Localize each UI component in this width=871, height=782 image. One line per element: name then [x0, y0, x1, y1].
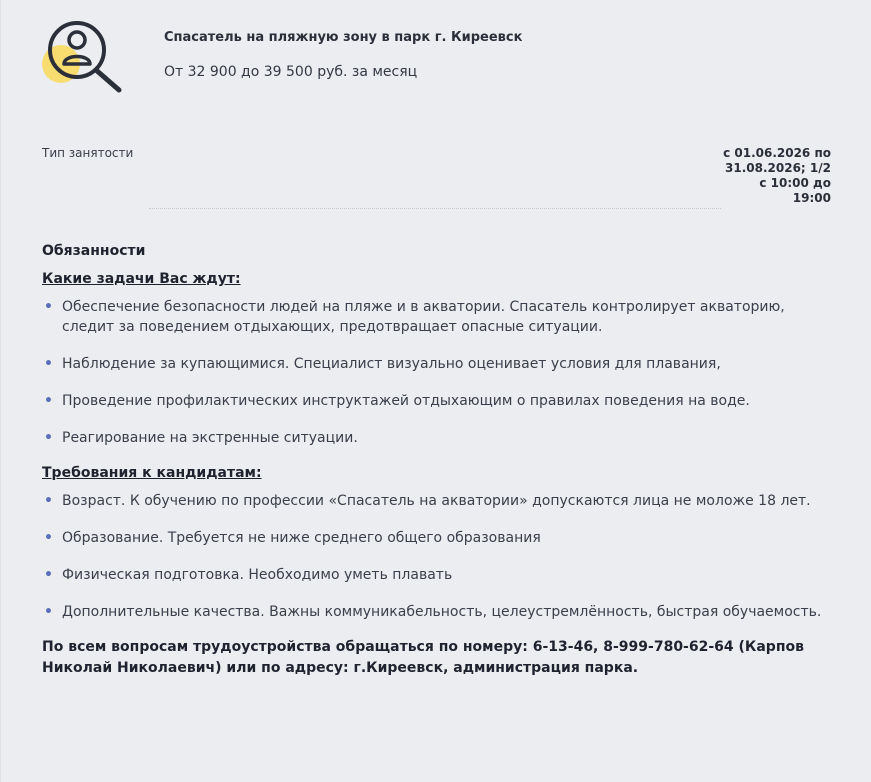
list-item-text: Проведение профилактических инструктажей отдыхающим о правилах поведения на воде. — [62, 393, 750, 409]
list-item-text: Возраст. К обучению по профессии «Спасатель на акватории» допускаются лица не моложе 18 лет. — [62, 493, 811, 509]
list-item — [42, 565, 832, 585]
duties-section — [42, 243, 832, 679]
list-item-text: Физическая подготовка. Необходимо уметь плавать — [62, 567, 453, 583]
employment-type-label: Тип занятости — [42, 146, 134, 160]
bullet-icon: • — [44, 356, 53, 372]
list-item-text: Реагирование на экстренные ситуации. — [62, 430, 358, 446]
list-item-text: Образование. Требуется не ниже среднего общего образования — [62, 530, 541, 546]
bullet-icon: • — [44, 493, 53, 509]
search-user-icon — [39, 14, 125, 94]
list-item — [42, 602, 832, 622]
contact-info: По всем вопросам трудоустройства обращаться по номеру: 6-13-46, 8-999-780-62-64 (Карпов Николай Николаевич) или по адресу: г.Киреевск, администрация парка. — [42, 639, 804, 676]
list-item — [42, 391, 832, 411]
requirements-heading: Требования к кандидатам: — [42, 465, 262, 481]
duties-heading: Обязанности — [42, 243, 146, 259]
bullet-icon: • — [44, 567, 53, 583]
list-item-text: Наблюдение за купающимися. Специалист визуально оценивает условия для плавания, — [62, 356, 721, 372]
employment-type-value — [701, 146, 831, 206]
bullet-icon: • — [44, 530, 53, 546]
vacancy-salary: От 32 900 до 39 500 руб. за месяц — [164, 64, 418, 80]
employment-value-line: 31.08.2026; 1/2 — [725, 161, 831, 175]
bullet-icon: • — [44, 604, 53, 620]
tasks-heading: Какие задачи Вас ждут: — [42, 271, 241, 287]
list-item — [42, 528, 832, 548]
employment-value-line: с 01.06.2026 по — [723, 146, 831, 160]
bullet-icon: • — [44, 393, 53, 409]
list-item — [42, 354, 832, 374]
bullet-icon: • — [44, 299, 53, 315]
list-item — [42, 428, 832, 448]
list-item-text: Дополнительные качества. Важны коммуникабельность, целеустремлённость, быстрая обучаемость. — [62, 604, 822, 620]
bullet-icon: • — [44, 430, 53, 446]
employment-value-line: с 10:00 до — [759, 176, 831, 190]
vacancy-title: Спасатель на пляжную зону в парк г. Киреевск — [164, 30, 523, 45]
list-item — [42, 297, 832, 337]
requirements-list — [42, 491, 832, 622]
list-item-text: Обеспечение безопасности людей на пляже и в акватории. Спасатель контролирует акваторию, следит за поведением отдыхающих, предотвращает опасные ситуации. — [62, 299, 785, 335]
list-item — [42, 491, 832, 511]
dotted-divider — [149, 208, 721, 209]
tasks-list — [42, 297, 832, 448]
employment-value-line: 19:00 — [792, 191, 831, 205]
